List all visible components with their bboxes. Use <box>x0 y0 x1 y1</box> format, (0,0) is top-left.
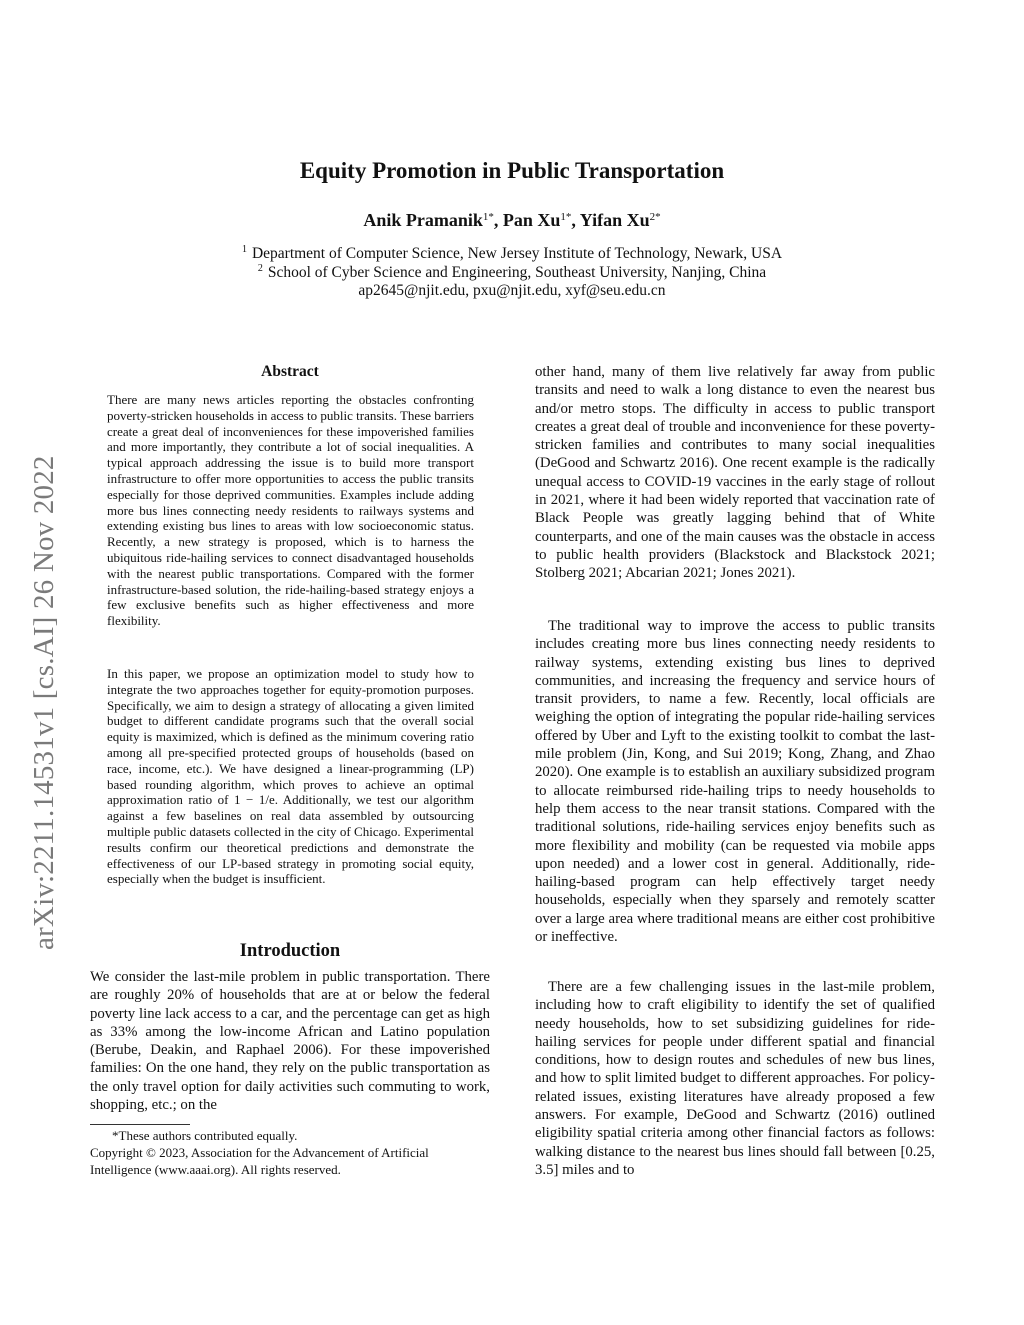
footnote-divider <box>90 1124 190 1125</box>
body-paragraph: There are a few challenging issues in the last-mile problem, including how to craft eligibility to identify the set of qualified needy households, how to set subsidizing guidelines for ride-hailing services for people under different spatial and financial conditions, how to design routes and schedules of new bus lines, and how to split limited budget to different approaches. For policy-related issues, existing literatures have already proposed a few answers. For example, DeGood and Schwartz (2016) outlined eligibility spatial criteria among other financial factors as follows: walking distance to the nearest bus lines should fall between [0.25, 3.5] miles and to <box>535 979 935 1178</box>
affiliation <box>0 244 1024 263</box>
body-paragraph: other hand, many of them live relatively far away from public transits and need to walk a long distance to even the nearest bus and/or metro stops. The difficulty in access to public transport creates a great deal of trouble and inconvenience for these poverty-stricken families and contributes to many social inequalities (DeGood and Schwartz 2016). One recent example is the radically unequal access to COVID-19 vaccines in the early stage of rollout in 2021, where it had been widely reported that vaccination rate of Black People was greatly lagging behind that of White counterparts, and one of the main causes was the obstacle in access to public health providers (Blackstock and Blackstock 2021; Stolberg 2021; Abcarian 2021; Jones 2021). <box>535 364 935 582</box>
author-name: Yifan Xu <box>579 210 650 230</box>
author-separator: , <box>493 210 503 230</box>
author-list <box>0 210 1024 231</box>
affiliation-text: School of Cyber Science and Engineering, Southeast University, Nanjing, China <box>267 264 767 281</box>
footnote-equal-contribution: *These authors contributed equally. <box>112 1128 298 1143</box>
author-mark: 1* <box>482 211 494 223</box>
section-heading-introduction: Introduction <box>239 941 341 961</box>
abstract-paragraph: There are many news articles reporting the obstacles confronting poverty-stricken households in access to public transits. These barriers create a great deal of inconveniences for these impoverished families and more importantly, they contribute a lot of social inequalities. A typical approach addressing the issue is to build more transport infrastructure to offer more opportunities to access the public transits especially for those deprived communities. Examples include adding more bus lines connecting needy residents to railways systems and extending existing bus lines to areas with low socioeconomic status. Recently, a new strategy is proposed, which is to harness the ubiquitous ride-hailing services to connect disadvantaged households with the nearest public transportations. Compared with the former infrastructure-based solution, the ride-hailing-based strategy enjoys a few exclusive benefits such as higher effectiveness and more flexibility. <box>107 392 474 629</box>
paper-title: Equity Promotion in Public Transportation <box>299 158 725 183</box>
footnote-copyright: Copyright © 2023, Association for the Advancement of Artificial Intelligence (www.aaai.org). All rights reserved. <box>90 1145 429 1177</box>
affiliation-text: Department of Computer Science, New Jersey Institute of Technology, Newark, USA <box>251 245 783 262</box>
author-name: Anik Pramanik <box>363 210 483 230</box>
abstract-paragraph: In this paper, we propose an optimization model to study how to integrate the two approaches together for equity-promotion purposes. Specifically, we aim to design a strategy of allocating a given limited budget to different candidate programs such that the overall social equity is maximized, which is defined as the minimum covering ratio among all pre-specified protected groups of households (based on race, income, etc.). We have designed a linear-programming (LP) based rounding algorithm, which proves to achieve an optimal approximation ratio of 1 − 1/e. Additionally, we test our algorithm against a few baselines on real data assembled by outsourcing multiple public datasets collected in the city of Chicago. Experimental results confirm our theoretical predictions and demonstrate the effectiveness of our LP-based strategy in promoting social equity, especially when the budget is insufficient. <box>107 666 474 887</box>
author-mark: 1* <box>560 211 572 223</box>
affiliation <box>0 263 1024 282</box>
author-separator: , <box>571 210 580 230</box>
affiliation-number: 1 <box>241 244 247 255</box>
author-emails: ap2645@njit.edu, pxu@njit.edu, xyf@seu.edu.cn <box>358 282 666 299</box>
affiliation-number: 2 <box>257 263 263 274</box>
abstract-heading: Abstract <box>261 363 319 380</box>
author-name: Pan Xu <box>502 210 561 230</box>
author-mark: 2* <box>649 211 661 223</box>
body-paragraph: The traditional way to improve the access to public transits includes creating more bus lines connecting needy residents to railway systems, extending existing bus lines to deprived communities, and increasing the frequency and service hours of transit providers, to name a few. Recently, local officials are weighing the option of integrating the popular ride-hailing services offered by Uber and Lyft to the existing toolkit to combat the last-mile problem (Jin, Kong, and Sui 2019; Kong, Zhang, and Zhao 2020). One example is to establish an auxiliary subsidized program to allocate reimbursed ride-hailing trips to needy households to help them access to the near transit stations. Compared with the traditional solutions, ride-hailing services enjoy benefits such as more flexibility and mobility (can be requested via mobile apps upon needed) and a lower cost in general. Additionally, ride-hailing-based program can help effectively target needy households, especially when they sparsely and remotely scatter over a large area where traditional means are either cost prohibitive or ineffective. <box>535 618 935 946</box>
body-paragraph: We consider the last-mile problem in public transportation. There are roughly 20% of households that are at or below the federal poverty line lack access to a car, and the percentage can get as high as 33% among the low-income African and Latino population (Berube, Deakin, and Raphael 2006). For these impoverished families: On the one hand, they rely on the public transportation as the only travel option for daily activities such commuting to work, shopping, etc.; on the <box>90 969 490 1114</box>
arxiv-identifier: arXiv:2211.14531v1 [cs.AI] 26 Nov 2022 <box>28 455 60 950</box>
